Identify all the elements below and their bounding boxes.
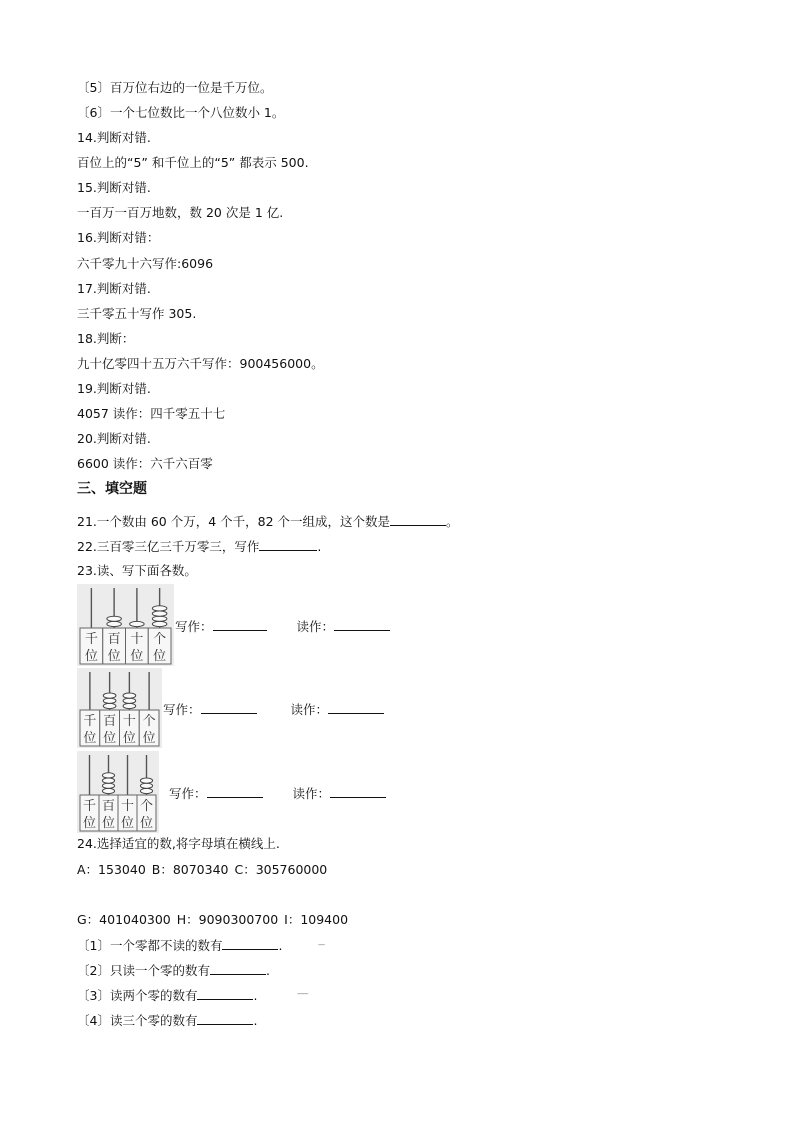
- q15-title: 15.判断对错.: [77, 180, 151, 195]
- q24-options-row-2: G：401040300 H：9090300700 I：109400: [77, 912, 349, 927]
- abacus-bead: [102, 778, 114, 783]
- abacus-row-1: [77, 584, 407, 664]
- q19-text: 4057 读作：四千零五十七: [77, 406, 226, 421]
- q21-suffix: 。: [446, 514, 459, 529]
- abacus-3-answers: [169, 785, 386, 802]
- q24-item-1: [77, 937, 282, 954]
- q24-item-2-blank[interactable]: [210, 962, 266, 975]
- abacus-bead: [103, 703, 116, 708]
- abacus-1-write-blank[interactable]: [213, 618, 267, 631]
- abacus-bead: [140, 783, 152, 788]
- abacus-2-answers: [163, 701, 384, 718]
- q20-text: 6600 读作：六千六百零: [77, 456, 213, 471]
- abacus-1-answers: [175, 618, 390, 635]
- q24-item-3-prefix: 〔3〕读两个零的数有: [77, 988, 198, 1003]
- place-label: 千: [83, 714, 97, 729]
- q21-answer-blank[interactable]: [390, 513, 446, 526]
- q18-text: 九十亿零四十五万六千写作：900456000。: [77, 356, 324, 371]
- q14-title: 14.判断对错.: [77, 130, 151, 145]
- abacus-bead: [140, 778, 152, 783]
- abacus-bead: [107, 621, 122, 626]
- q24-options-row-1: A：153040 B：8070340 C：305760000: [77, 862, 328, 877]
- q24-item-4: [77, 1012, 257, 1029]
- read-label: 读作：: [290, 702, 328, 717]
- abacus-bead: [107, 616, 122, 621]
- place-label-suffix: 位: [153, 649, 167, 664]
- q24-item-2: [77, 962, 270, 979]
- place-label-suffix: 位: [122, 731, 136, 746]
- q22-suffix: .: [317, 539, 322, 554]
- q17-title: 17.判断对错.: [77, 281, 151, 296]
- q24-item-4-prefix: 〔4〕读三个零的数有: [77, 1013, 198, 1028]
- abacus-bead: [140, 788, 152, 793]
- abacus-image-2: [77, 668, 162, 748]
- abacus-2-write-blank[interactable]: [201, 701, 257, 714]
- abacus-image-3: [77, 751, 159, 833]
- place-label-suffix: 位: [84, 649, 98, 664]
- q19-title: 19.判断对错.: [77, 381, 151, 396]
- q14-text: 百位上的“5” 和千位上的“5” 都表示 500.: [77, 155, 309, 170]
- place-label-suffix: 位: [103, 731, 117, 746]
- abacus-bead: [152, 616, 167, 621]
- q22: [77, 538, 321, 555]
- place-label: 千: [84, 632, 98, 647]
- stray-mark-2: -------: [297, 990, 308, 998]
- q24-item-2-suffix: .: [265, 963, 270, 978]
- q16-text: 六千零九十六写作:6096: [77, 256, 214, 271]
- q24-item-4-suffix: .: [253, 1013, 258, 1028]
- abacus-bead: [152, 621, 167, 626]
- abacus-bead: [123, 703, 136, 708]
- abacus-bead: [152, 611, 167, 616]
- abacus-bead: [103, 693, 116, 698]
- place-label: 百: [101, 799, 116, 814]
- place-label-suffix: 位: [130, 649, 144, 664]
- abacus-bead: [103, 698, 116, 703]
- q22-prefix: 22.三百零三亿三千万零三，写作: [77, 539, 260, 554]
- q16-title: 16.判断对错：: [77, 230, 160, 245]
- place-label: 个: [153, 632, 167, 647]
- abacus-bead: [130, 621, 145, 626]
- q21-prefix: 21.一个数由 60 个万，4 个千，82 个一组成，这个数是: [77, 514, 391, 529]
- q24-item-3: [77, 987, 257, 1004]
- place-label: 十: [122, 714, 136, 729]
- place-label: 千: [82, 799, 97, 814]
- q24-item-4-blank[interactable]: [197, 1012, 253, 1025]
- abacus-3-write-blank[interactable]: [207, 785, 263, 798]
- q17-text: 三千零五十写作 305.: [77, 306, 197, 321]
- place-label-suffix: 位: [139, 816, 154, 831]
- abacus-bead: [152, 606, 167, 611]
- place-label-suffix: 位: [142, 731, 156, 746]
- read-label: 读作：: [292, 786, 330, 801]
- place-label: 十: [120, 799, 135, 814]
- q18-title: 18.判断：: [77, 331, 135, 346]
- statement-6: 〔6〕一个七位数比一个八位数小 1。: [77, 105, 285, 120]
- write-label: 写作：: [169, 786, 207, 801]
- q23-title: 23.读、写下面各数。: [77, 563, 197, 578]
- place-label-suffix: 位: [120, 816, 135, 831]
- q20-title: 20.判断对错.: [77, 431, 151, 446]
- place-label: 十: [130, 632, 144, 647]
- abacus-bead: [123, 693, 136, 698]
- q22-answer-blank[interactable]: [259, 538, 317, 551]
- section-heading-fill-in: 三、填空题: [77, 481, 147, 497]
- q24-title: 24.选择适宜的数,将字母填在横线上.: [77, 836, 280, 851]
- place-label: 百: [103, 714, 117, 729]
- place-label: 百: [107, 632, 121, 647]
- abacus-bead: [102, 783, 114, 788]
- q24-item-3-blank[interactable]: [197, 987, 253, 1000]
- q24-item-3-suffix: .: [253, 988, 258, 1003]
- abacus-bead: [102, 788, 114, 793]
- place-label: 个: [139, 799, 154, 814]
- abacus-3-read-blank[interactable]: [330, 785, 386, 798]
- q24-item-1-blank[interactable]: [222, 937, 278, 950]
- statement-5: 〔5〕百万位右边的一位是千万位。: [77, 80, 273, 95]
- abacus-1-read-blank[interactable]: [334, 618, 390, 631]
- write-label: 写作：: [163, 702, 201, 717]
- abacus-bead: [123, 698, 136, 703]
- q24-item-1-prefix: 〔1〕一个零都不读的数有: [77, 938, 223, 953]
- place-label-suffix: 位: [83, 731, 97, 746]
- q21: [77, 513, 459, 530]
- abacus-row-2: [77, 668, 407, 748]
- q15-text: 一百万一百万地数，数 20 次是 1 亿.: [77, 205, 284, 220]
- abacus-image-1: [77, 584, 174, 666]
- place-label-suffix: 位: [101, 816, 116, 831]
- abacus-row-3: [77, 751, 407, 831]
- abacus-2-read-blank[interactable]: [328, 701, 384, 714]
- stray-mark-1: ----: [318, 941, 325, 949]
- write-label: 写作：: [175, 619, 213, 634]
- place-label: 个: [142, 714, 156, 729]
- read-label: 读作：: [296, 619, 334, 634]
- q24-item-2-prefix: 〔2〕只读一个零的数有: [77, 963, 210, 978]
- q24-item-1-suffix: .: [278, 938, 283, 953]
- abacus-bead: [102, 773, 114, 778]
- place-label-suffix: 位: [82, 816, 97, 831]
- place-label-suffix: 位: [107, 649, 121, 664]
